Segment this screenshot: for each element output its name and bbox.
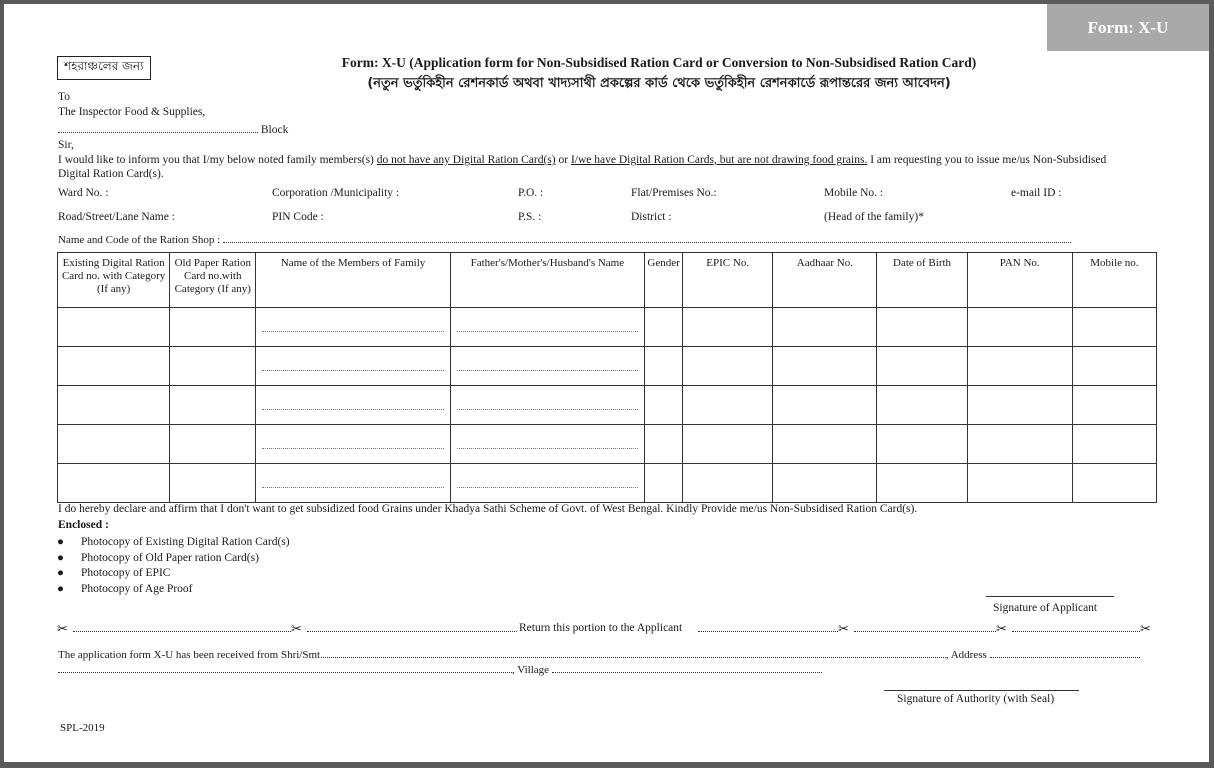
col-dob: Date of Birth (877, 253, 967, 308)
authority-signature-label: Signature of Authority (with Seal) (897, 693, 1055, 705)
pin-code-label: PIN Code : (272, 211, 324, 223)
table-cell[interactable] (256, 386, 450, 425)
table-cell[interactable] (967, 347, 1072, 386)
table-cell[interactable] (683, 308, 773, 347)
district-label: District : (631, 211, 672, 223)
table-cell[interactable] (58, 308, 170, 347)
table-cell[interactable] (256, 425, 450, 464)
table-cell[interactable] (967, 308, 1072, 347)
scissors-icon: ✂ (1140, 622, 1151, 637)
block-label: Block (260, 124, 289, 136)
address-label: , Address (945, 649, 987, 661)
table-cell[interactable] (256, 347, 450, 386)
road-label: Road/Street/Lane Name : (58, 211, 175, 223)
intro-paragraph (58, 154, 1106, 166)
address-field-cont[interactable] (58, 672, 512, 673)
col-mobile: Mobile no. (1072, 253, 1156, 308)
table-cell[interactable] (877, 386, 967, 425)
table-cell[interactable] (1072, 347, 1156, 386)
applicant-name-field[interactable] (323, 657, 946, 658)
ps-label: P.S. : (518, 211, 542, 223)
table-row (58, 464, 1157, 503)
cut-line (57, 624, 1157, 638)
flat-no-label: Flat/Premises No.: (631, 187, 717, 199)
head-of-family-label: (Head of the family)* (824, 211, 924, 223)
urban-label: শহরাঞ্চলের জন্য (57, 56, 151, 80)
table-cell[interactable] (170, 464, 256, 503)
table-cell[interactable] (58, 425, 170, 464)
enclosure-item: ● Photocopy of Existing Digital Ration Card(s) (57, 536, 290, 548)
col-member-name: Name of the Members of Family (256, 253, 450, 308)
table-cell[interactable] (1072, 308, 1156, 347)
email-label: e-mail ID : (1011, 187, 1062, 199)
enclosure-item: ● Photocopy of Old Paper ration Card(s) (57, 552, 259, 564)
village-line (58, 664, 822, 676)
cell-dotted-line (457, 448, 638, 449)
table-cell[interactable] (645, 425, 683, 464)
enclosure-text: Photocopy of Age Proof (81, 583, 193, 595)
cell-dotted-line (262, 487, 443, 488)
inspector-label: The Inspector Food & Supplies, (58, 106, 206, 118)
col-gender: Gender (645, 253, 683, 308)
table-cell[interactable] (58, 386, 170, 425)
table-cell[interactable] (58, 464, 170, 503)
ration-shop-line (58, 234, 1071, 246)
ration-shop-field[interactable] (223, 242, 1071, 243)
enclosure-item: ● Photocopy of EPIC (57, 567, 171, 579)
table-cell[interactable] (450, 425, 644, 464)
scissors-icon: ✂ (291, 622, 302, 637)
village-label: , Village (512, 664, 550, 676)
col-aadhaar: Aadhaar No. (773, 253, 877, 308)
table-cell[interactable] (877, 464, 967, 503)
members-table (57, 252, 1157, 503)
intro-underlined-1: do not have any Digital Ration Card(s) (376, 154, 556, 166)
block-line (58, 124, 288, 136)
table-row (58, 308, 1157, 347)
enclosure-text: Photocopy of EPIC (81, 567, 171, 579)
salutation: Sir, (58, 139, 74, 151)
block-field[interactable] (58, 132, 258, 133)
mobile-no-label: Mobile No. : (824, 187, 884, 199)
table-cell[interactable] (683, 386, 773, 425)
cell-dotted-line (262, 448, 443, 449)
table-cell[interactable] (683, 425, 773, 464)
table-cell[interactable] (170, 386, 256, 425)
table-cell[interactable] (450, 308, 644, 347)
col-epic: EPIC No. (683, 253, 773, 308)
table-row (58, 425, 1157, 464)
table-cell[interactable] (773, 308, 877, 347)
enclosure-text: Photocopy of Old Paper ration Card(s) (81, 552, 259, 564)
col-existing-card: Existing Digital Ration Card no. with Category (If any) (58, 253, 170, 308)
table-cell[interactable] (1072, 386, 1156, 425)
table-cell[interactable] (450, 386, 644, 425)
form-tag: Form: X-U (1047, 4, 1209, 51)
table-cell[interactable] (683, 347, 773, 386)
footer-code: SPL-2019 (60, 722, 105, 734)
applicant-signature-label: Signature of Applicant (993, 602, 1098, 614)
intro-text-1: I would like to inform you that I/my below noted family members(s) (58, 154, 377, 166)
table-cell[interactable] (170, 308, 256, 347)
table-cell[interactable] (773, 347, 877, 386)
table-cell[interactable] (645, 386, 683, 425)
table-cell[interactable] (450, 464, 644, 503)
table-cell[interactable] (877, 425, 967, 464)
ward-no-label: Ward No. : (58, 187, 109, 199)
table-cell[interactable] (683, 464, 773, 503)
table-cell[interactable] (58, 347, 170, 386)
table-cell[interactable] (967, 464, 1072, 503)
col-old-card: Old Paper Ration Card no.with Category (If any) (170, 253, 256, 308)
scissors-icon: ✂ (57, 622, 68, 637)
form-page (4, 4, 1209, 762)
col-pan: PAN No. (967, 253, 1072, 308)
received-label: The application form X-U has been received from Shri/Smt. (58, 649, 323, 661)
applicant-signature-line[interactable] (986, 596, 1114, 597)
enclosed-label: Enclosed : (58, 519, 109, 531)
table-cell[interactable] (645, 347, 683, 386)
table-cell[interactable] (1072, 425, 1156, 464)
table-cell[interactable] (773, 464, 877, 503)
table-header-row (58, 253, 1157, 308)
cell-dotted-line (457, 487, 638, 488)
enclosure-text: Photocopy of Existing Digital Ration Card(s) (81, 536, 290, 548)
cell-dotted-line (457, 331, 638, 332)
table-cell[interactable] (967, 386, 1072, 425)
cell-dotted-line (262, 409, 443, 410)
return-portion-label: Return this portion to the Applicant (519, 622, 683, 634)
to-label: To (58, 91, 70, 103)
intro-text-2: I am requesting you to issue me/us Non-Subsidised (867, 154, 1107, 166)
intro-underlined-2: I/we have Digital Ration Cards, but are not drawing food grains. (570, 154, 868, 166)
received-line (58, 649, 1140, 661)
table-cell[interactable] (967, 425, 1072, 464)
cell-dotted-line (457, 409, 638, 410)
village-field[interactable] (552, 672, 822, 673)
table-cell[interactable] (170, 347, 256, 386)
scissors-icon: ✂ (996, 622, 1007, 637)
address-field[interactable] (990, 657, 1140, 658)
intro-text-3: Digital Ration Card(s). (58, 168, 164, 180)
table-cell[interactable] (773, 425, 877, 464)
table-body (58, 308, 1157, 503)
enclosure-item: ● Photocopy of Age Proof (57, 583, 193, 595)
scissors-icon: ✂ (838, 622, 849, 637)
table-cell[interactable] (256, 464, 450, 503)
table-cell[interactable] (256, 308, 450, 347)
table-cell[interactable] (450, 347, 644, 386)
authority-signature-line[interactable] (884, 690, 1079, 691)
table-row (58, 386, 1157, 425)
table-cell[interactable] (877, 308, 967, 347)
municipality-label: Corporation /Municipality : (272, 187, 400, 199)
col-guardian-name: Father's/Mother's/Husband's Name (450, 253, 644, 308)
table-cell[interactable] (877, 347, 967, 386)
cell-dotted-line (262, 331, 443, 332)
cell-dotted-line (262, 370, 443, 371)
intro-or: or (555, 154, 571, 166)
cell-dotted-line (457, 370, 638, 371)
po-label: P.O. : (518, 187, 544, 199)
declaration-text: I do hereby declare and affirm that I don't want to get subsidized food Grains under Khadya Sathi Scheme of Govt. of West Bengal. Kindly Provide me/us Non-Subsidised Ration Card(s). (58, 503, 918, 515)
table-cell[interactable] (773, 386, 877, 425)
table-cell[interactable] (1072, 464, 1156, 503)
ration-shop-label: Name and Code of the Ration Shop : (58, 234, 221, 246)
table-cell[interactable] (170, 425, 256, 464)
table-cell[interactable] (645, 308, 683, 347)
table-cell[interactable] (645, 464, 683, 503)
table-row (58, 347, 1157, 386)
form-title: Form: X-U (Application form for Non-Subsidised Ration Card or Conversion to Non-Subsidised Ration Card) (341, 55, 977, 70)
form-subtitle-bengali: (নতুন ভর্তুকিহীন রেশনকার্ড অথবা খাদ্যসাথী প্রকল্পের কার্ড থেকে ভর্তুকিহীন রেশনকার্ডে রূপান্তরের জন্য আবেদন) (367, 76, 951, 91)
